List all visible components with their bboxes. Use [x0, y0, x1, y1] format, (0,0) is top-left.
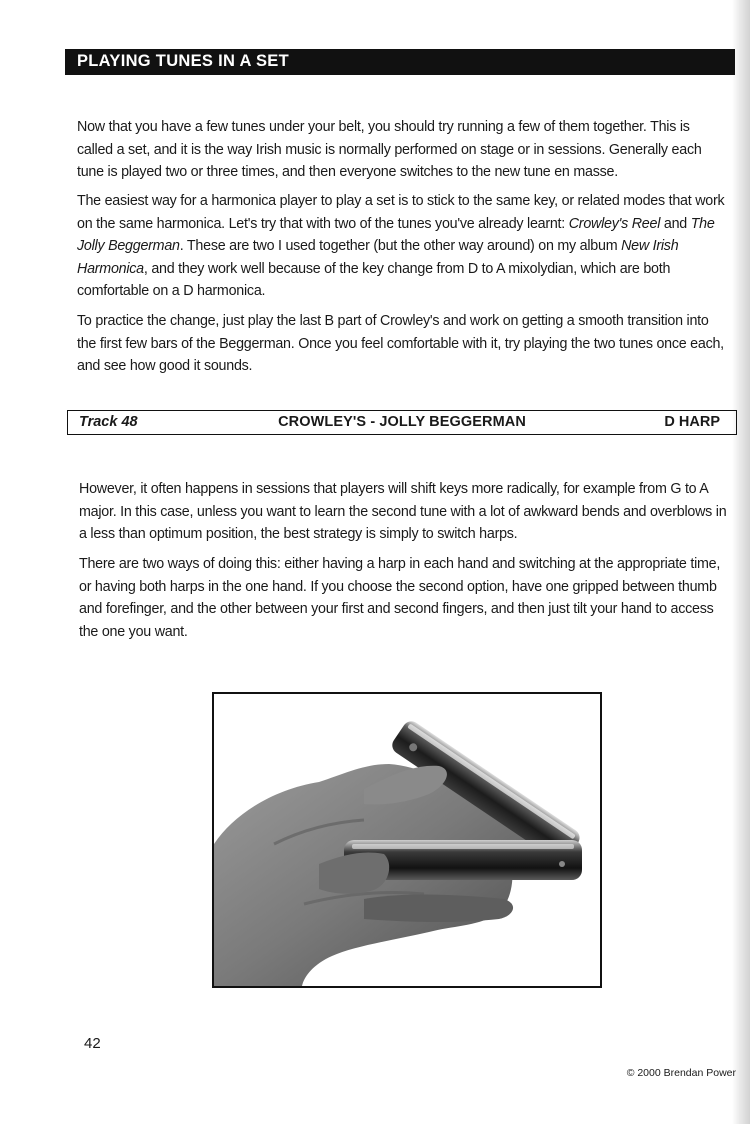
section-title: PLAYING TUNES IN A SET [77, 52, 289, 70]
section-header [65, 49, 735, 75]
tune-title-crowleys-reel: Crowley's Reel [568, 215, 661, 232]
tune-title-jolly-beggerman: The Jolly Beggerman [77, 215, 715, 254]
album-title: New Irish Harmonica [77, 238, 679, 277]
page-number: 42 [84, 1035, 101, 1052]
track-title: CROWLEY'S - JOLLY BEGGERMAN [278, 414, 526, 430]
page-edge-shadow [732, 0, 750, 1124]
copyright-notice: © 2000 Brendan Power [626, 1067, 736, 1079]
hand-holding-two-harmonicas-icon [214, 694, 600, 986]
text-segment: , and they work well because of the key change from D to A mixolydian, which are both comfortable on a D harmonica. [77, 260, 671, 299]
text-segment: The easiest way for a harmonica player to play a set is to stick to the same key, or related modes that work on the same harmonica. Let's try that with two of the tunes you've already learnt: [77, 193, 725, 232]
text-segment: . These are two I used together (but the other way around) on my album [179, 238, 622, 254]
paragraph-practice: To practice the change, just play the last B part of Crowley's and work on getting a smooth transition into the first few bars of the Beggerman. Once you feel comfortable with it, try playing the two tunes once each, and see how good it sounds. [77, 313, 724, 374]
text-segment: and [660, 215, 691, 232]
paragraph-same-key [77, 190, 727, 303]
paragraph-switch-harps: However, it often happens in sessions that players will shift keys more radically, for example from G to A major. In this case, unless you want to learn the second tune with a lot of awkward bends and overblows in a less than optimum position, the best strategy is simply to switch harps. [79, 481, 727, 542]
harmonica-photo [212, 692, 602, 988]
track-number: Track 48 [79, 414, 138, 430]
track-harp-key: D HARP [664, 414, 720, 430]
paragraph-two-ways: There are two ways of doing this: either having a harp in each hand and switching at the appropriate time, or having both harps in the one hand. If you choose the second option, have one gripped between thumb and forefinger, and the other between your first and second fingers, and then just tilt your hand to access the one you want. [79, 556, 721, 640]
paragraph-intro: Now that you have a few tunes under your belt, you should try running a few of them together. This is called a set, and it is the way Irish music is normally performed on stage or in sessions. Generally each tune is played two or three times, and then everyone switches to the new tune en masse. [77, 119, 702, 180]
track-info-box [67, 410, 737, 435]
